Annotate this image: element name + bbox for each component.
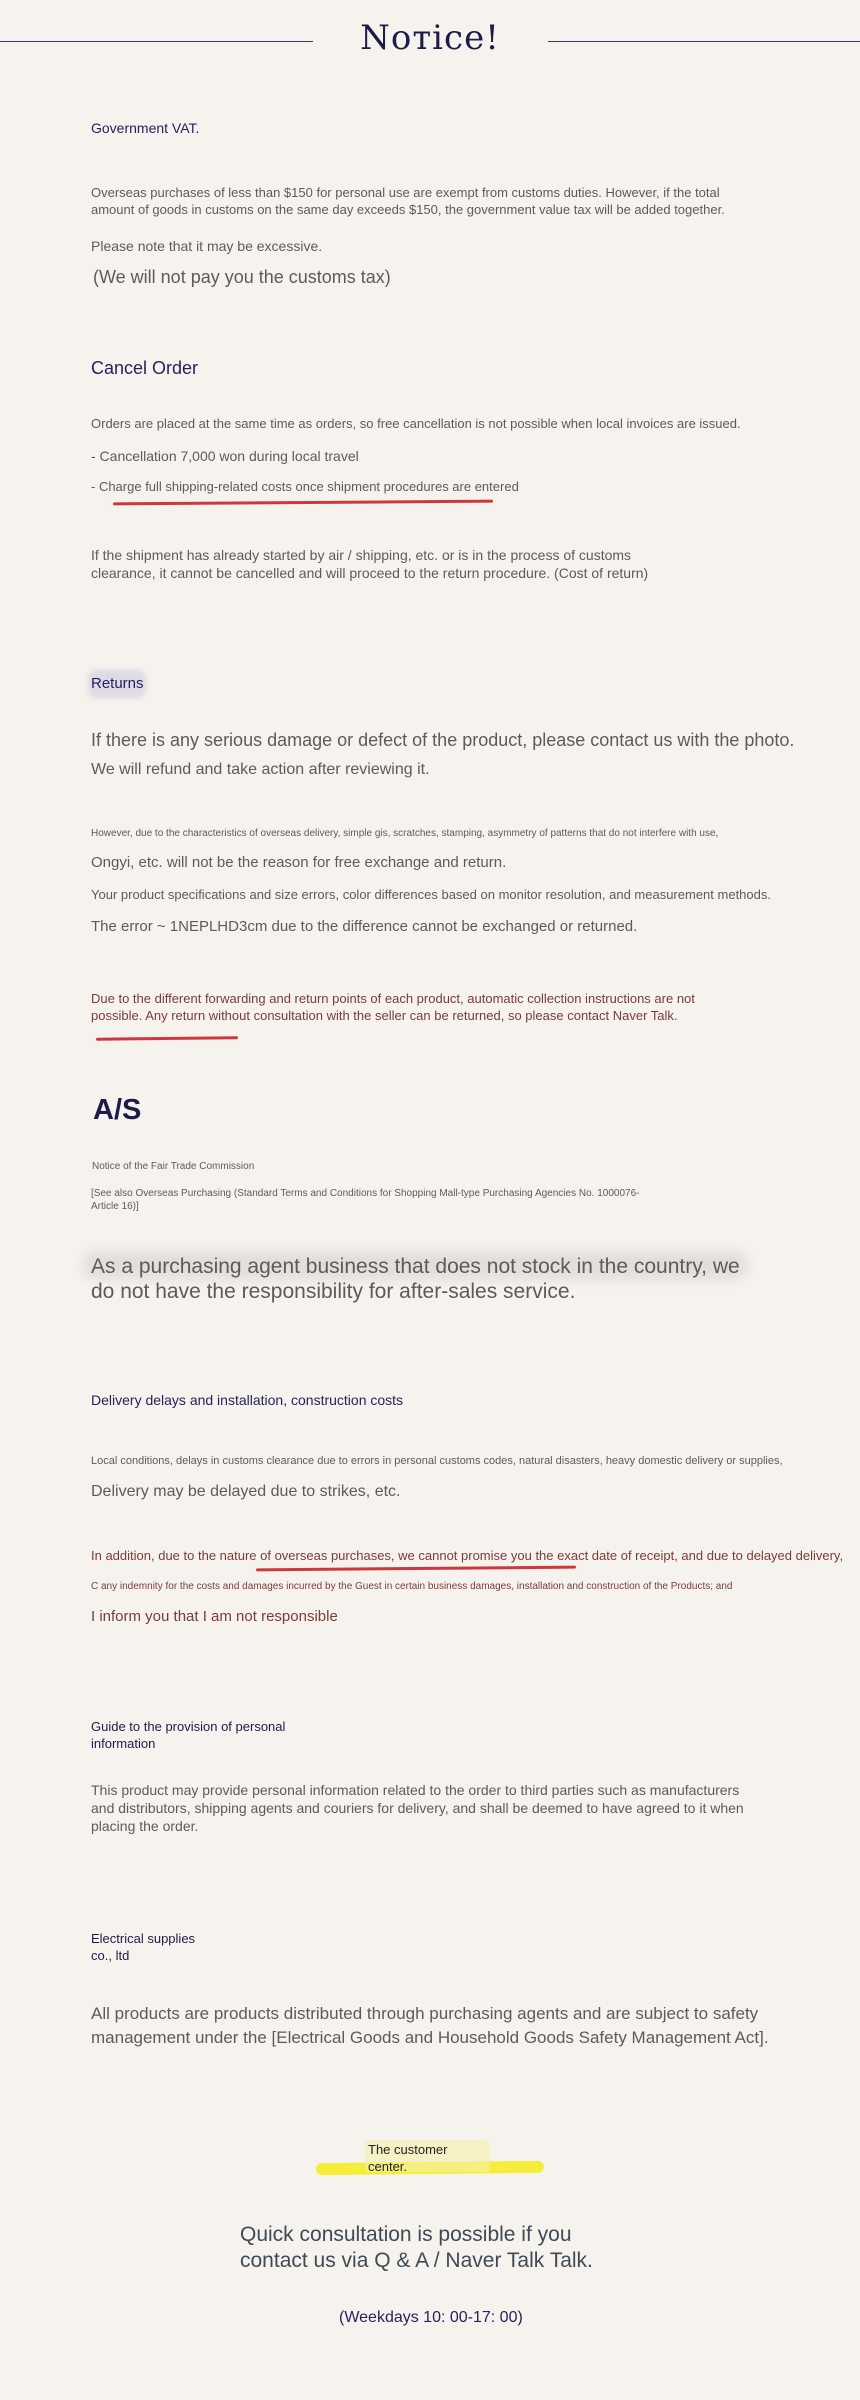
delivery-red-underline	[256, 1566, 576, 1572]
returns-line-6: The error ~ 1NEPLHD3cm due to the difference cannot be exchanged or returned.	[91, 918, 638, 935]
cancel-heading: Cancel Order	[91, 358, 199, 378]
returns-line-1: If there is any serious damage or defect of the product, please contact us with the photo.	[91, 730, 795, 750]
delivery-heading: Delivery delays and installation, construction costs	[91, 1392, 404, 1408]
as-notice: Notice of the Fair Trade Commission	[92, 1161, 255, 1172]
cancel-red-underline	[113, 500, 493, 506]
privacy-body: This product may provide personal information related to the order to third parties such as manufacturers and distributors, shipping agents and couriers for delivery, and shall be deemed to have agreed to it when placing the order.	[91, 1782, 744, 1834]
returns-line-3: However, due to the characteristics of overseas delivery, simple gis, scratches, stamping, asymmetry of patterns that do not interfere with use,	[91, 828, 719, 839]
cancel-line-2: - Cancellation 7,000 won during local travel	[91, 448, 359, 464]
returns-line-7: Due to the different forwarding and return points of each product, automatic collection instructions are not possible. Any return without consultation with the seller can be returned, so please contact Naver Talk.	[91, 991, 695, 1023]
cancel-line-3: - Charge full shipping-related costs once shipment procedures are entered	[91, 479, 519, 494]
vat-note: Please note that it may be excessive.	[91, 238, 323, 254]
cancel-line-1: Orders are placed at the same time as orders, so free cancellation is not possible when local invoices are issued.	[91, 416, 741, 431]
electrical-body: All products are products distributed through purchasing agents and are subject to safety management under the [Electrical Goods and Household Goods Safety Management Act].	[91, 2004, 769, 2047]
as-body: As a purchasing agent business that does not stock in the country, we do not have the responsibility for after-sales service.	[91, 1255, 740, 1303]
delivery-line-5: I inform you that I am not responsible	[91, 1608, 338, 1625]
returns-line-5: Your product specifications and size errors, color differences based on monitor resolution, and measurement methods.	[91, 887, 771, 902]
page-title: Nотice!	[360, 18, 500, 58]
returns-red-underline	[96, 1036, 238, 1040]
delivery-line-1: Local conditions, delays in customs clearance due to errors in personal customs codes, natural disasters, heavy domestic delivery or supplies,	[91, 1455, 783, 1467]
as-reference: [See also Overseas Purchasing (Standard Terms and Conditions for Shopping Mall-type Purchasing Agencies No. 1000076-Article 16)]	[91, 1188, 640, 1212]
returns-line-2: We will refund and take action after reviewing it.	[91, 761, 430, 778]
delivery-line-3: In addition, due to the nature of overseas purchases, we cannot promise you the exact date of receipt, and due to delayed delivery,	[91, 1548, 844, 1563]
delivery-line-4: C any indemnity for the costs and damages incurred by the Guest in certain business damages, installation and construction of the Products; and	[91, 1581, 733, 1592]
customer-body: Quick consultation is possible if you contact us via Q & A / Naver Talk Talk.	[240, 2223, 593, 2272]
privacy-heading: Guide to the provision of personal information	[91, 1719, 286, 1751]
returns-heading: Returns	[91, 675, 144, 692]
vat-body: Overseas purchases of less than $150 for personal use are exempt from customs duties. However, if the total amount of goods in customs on the same day exceeds $150, the government value tax will be added together.	[91, 185, 725, 217]
customer-hours: (Weekdays 10: 00-17: 00)	[339, 2309, 523, 2326]
delivery-line-2: Delivery may be delayed due to strikes, etc.	[91, 1483, 401, 1500]
returns-line-4: Ongyi, etc. will not be the reason for free exchange and return.	[91, 854, 507, 871]
electrical-heading: Electrical supplies co., ltd	[91, 1931, 196, 1963]
cancel-line-4: If the shipment has already started by air / shipping, etc. or is in the process of customs clearance, it cannot be cancelled and will proceed to the return procedure. (Cost of return)	[91, 547, 649, 581]
vat-heading: Government VAT.	[91, 120, 200, 136]
customer-label: The customer center.	[368, 2142, 448, 2174]
vat-customs: (We will not pay you the customs tax)	[93, 267, 391, 287]
as-heading: A/S	[93, 1094, 142, 1126]
